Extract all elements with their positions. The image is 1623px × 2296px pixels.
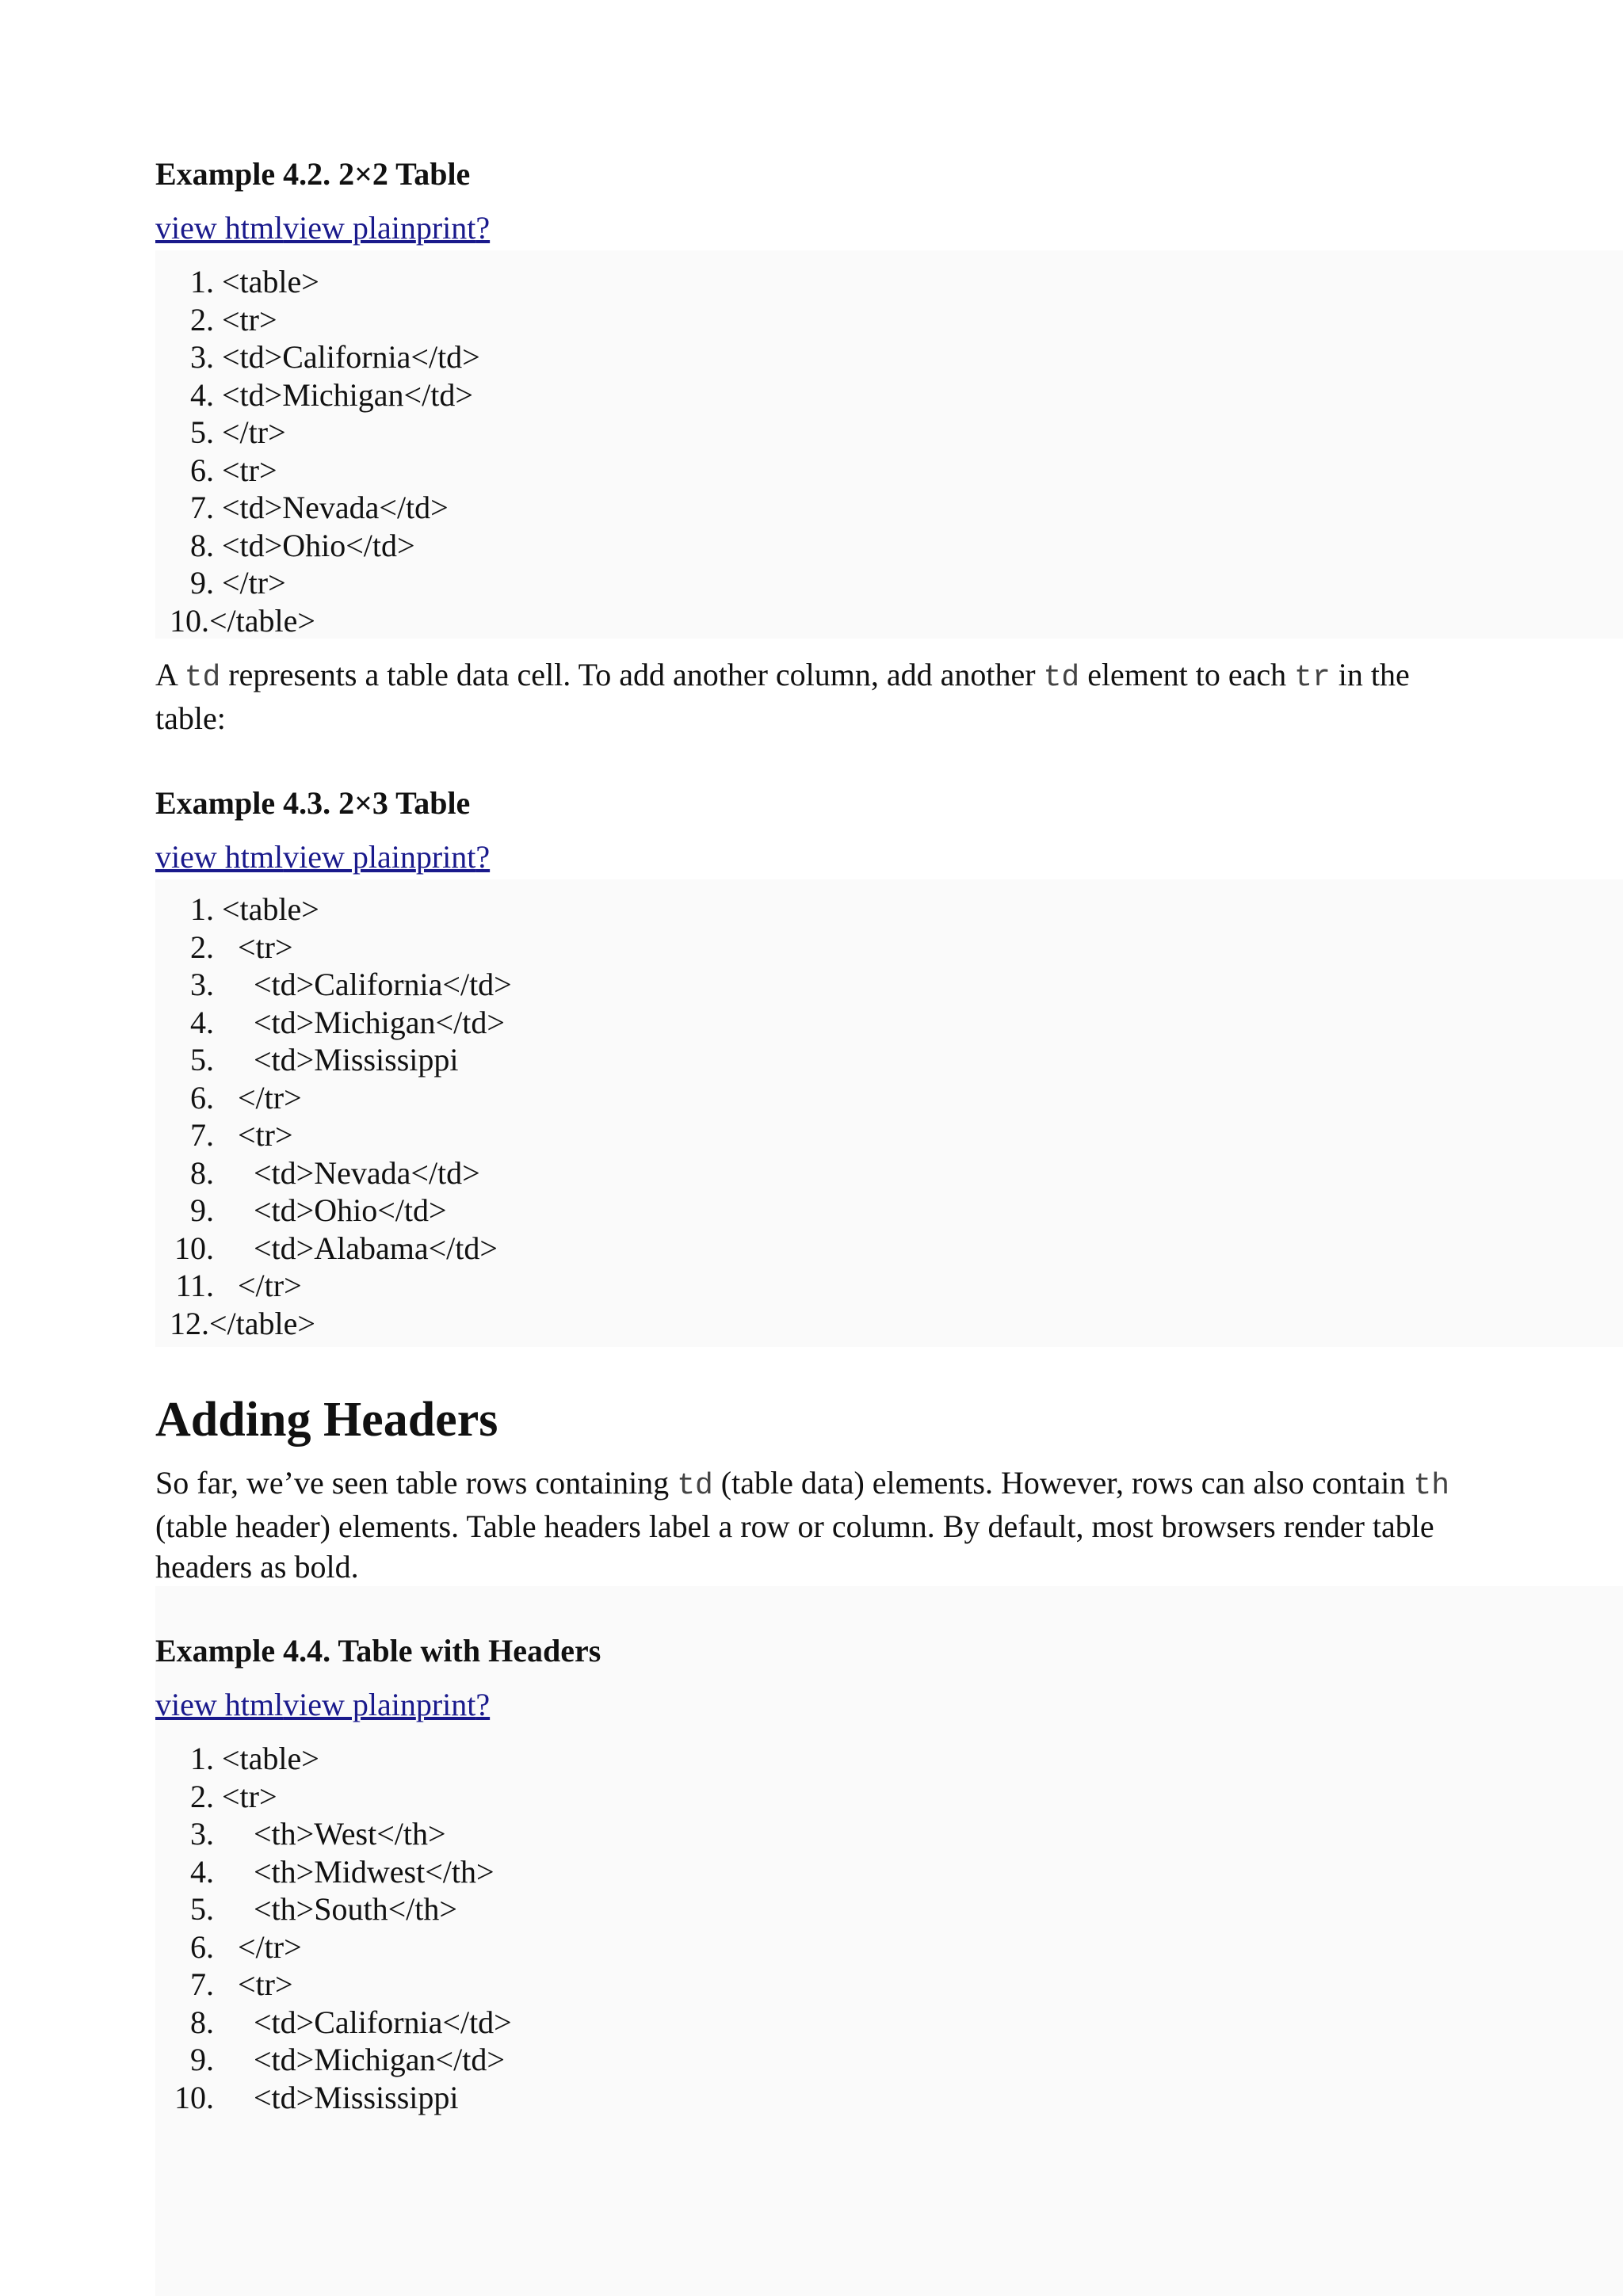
view-html-link[interactable]: view html	[155, 210, 284, 246]
view-plain-link[interactable]: view plain	[283, 210, 416, 246]
line-number: 3.	[190, 967, 214, 1002]
body-paragraph	[155, 654, 1463, 738]
line-number: 7.	[190, 490, 214, 525]
code-text: <table>	[222, 891, 319, 927]
code-line	[155, 1928, 512, 1966]
code-text: <td>Michigan</td>	[222, 376, 473, 413]
code-line	[155, 1853, 512, 1891]
view-plain-link[interactable]: view plain	[283, 839, 416, 875]
code-line	[155, 1778, 512, 1816]
view-html-link[interactable]: view html	[155, 1687, 284, 1722]
inline-code: tr	[1294, 661, 1331, 695]
inline-code: td	[677, 1469, 713, 1503]
code-line	[155, 1267, 512, 1305]
print-link[interactable]: print	[415, 839, 476, 875]
help-link[interactable]: ?	[475, 839, 491, 875]
view-html-link[interactable]: view html	[155, 839, 284, 875]
line-number: 8.	[190, 527, 214, 563]
code-line	[155, 489, 480, 527]
code-line	[155, 2004, 512, 2042]
code-text: <th>Midwest</th>	[222, 1853, 495, 1890]
print-link[interactable]: print	[415, 1687, 476, 1722]
code-line	[155, 1230, 512, 1268]
paragraph-text: in the table:	[155, 657, 1410, 736]
line-number: 1.	[190, 264, 214, 299]
paragraph-text: (table data) elements. However, rows can also contain	[712, 1465, 1414, 1501]
line-number: 1.	[190, 1741, 214, 1776]
line-number: 4.	[190, 376, 214, 413]
code-toolbar	[155, 838, 490, 876]
line-number: 10.	[170, 602, 209, 639]
code-text: <tr>	[222, 452, 277, 488]
code-text: <td>Mississippi	[222, 2079, 459, 2115]
section-heading: Adding Headers	[155, 1393, 498, 1447]
line-number: 5.	[190, 1042, 214, 1077]
code-text: <td>Michigan</td>	[222, 2042, 505, 2077]
code-line	[155, 376, 480, 414]
code-line	[155, 1041, 512, 1079]
paragraph-text: (table header) elements. Table headers label a row or column. By default, most browsers render table headers as bold.	[155, 1508, 1434, 1585]
view-plain-link[interactable]: view plain	[283, 1687, 416, 1722]
paragraph-text: A	[155, 657, 185, 692]
code-text: <td>Mississippi	[222, 1042, 459, 1077]
code-line	[155, 2041, 512, 2079]
code-text: </tr>	[222, 565, 286, 601]
code-text: <td>Michigan</td>	[222, 1004, 505, 1040]
code-text: <tr>	[222, 301, 277, 338]
code-text: <td>California</td>	[222, 967, 512, 1002]
code-toolbar	[155, 1686, 490, 1724]
line-number: 8.	[190, 2004, 214, 2040]
body-paragraph	[155, 1463, 1463, 1587]
code-text: </table>	[209, 602, 315, 639]
code-line	[155, 452, 480, 490]
code-line	[155, 2079, 512, 2117]
line-number: 12.	[170, 1305, 209, 1341]
code-text: <th>West</th>	[222, 1816, 446, 1852]
code-line	[155, 263, 480, 301]
example-title: Example 4.4. Table with Headers	[155, 1633, 601, 1669]
code-listing	[155, 1740, 512, 2116]
line-number: 7.	[190, 1117, 214, 1153]
help-link[interactable]: ?	[475, 1687, 491, 1722]
code-line	[155, 891, 512, 929]
code-line	[155, 929, 512, 967]
line-number: 6.	[190, 1928, 214, 1965]
code-text: <td>Ohio</td>	[222, 1192, 447, 1228]
code-line	[155, 1890, 512, 1928]
line-number: 2.	[190, 929, 214, 965]
line-number: 4.	[190, 1004, 214, 1040]
code-text: </tr>	[222, 1079, 302, 1116]
line-number: 10.	[174, 2079, 214, 2115]
code-text: </tr>	[222, 1268, 302, 1303]
code-text: <td>Nevada</td>	[222, 1154, 480, 1191]
line-number: 6.	[190, 452, 214, 488]
line-number: 6.	[190, 1079, 214, 1116]
line-number: 3.	[190, 1816, 214, 1852]
code-listing	[155, 891, 512, 1342]
code-line	[155, 414, 480, 452]
code-text: </tr>	[222, 414, 286, 450]
code-text: <td>Ohio</td>	[222, 527, 415, 563]
paragraph-text: So far, we’ve seen table rows containing	[155, 1465, 678, 1501]
code-text: <td>Nevada</td>	[222, 490, 449, 525]
code-text: <tr>	[222, 1117, 293, 1153]
code-line	[155, 1305, 512, 1343]
code-line	[155, 966, 512, 1004]
code-line	[155, 301, 480, 339]
line-number: 9.	[190, 565, 214, 601]
code-line	[155, 602, 480, 640]
code-text: <th>South</th>	[222, 1891, 457, 1927]
line-number: 10.	[174, 1230, 214, 1266]
line-number: 5.	[190, 1891, 214, 1927]
code-line	[155, 527, 480, 565]
code-line	[155, 1079, 512, 1117]
paragraph-text: element to each	[1079, 657, 1295, 692]
line-number: 1.	[190, 891, 214, 927]
code-line	[155, 1740, 512, 1778]
line-number: 9.	[190, 1192, 214, 1228]
line-number: 9.	[190, 2042, 214, 2077]
code-listing	[155, 263, 480, 639]
help-link[interactable]: ?	[475, 210, 491, 246]
line-number: 8.	[190, 1154, 214, 1191]
code-text: <td>California</td>	[222, 2004, 512, 2040]
code-toolbar	[155, 209, 490, 247]
code-text: <tr>	[222, 1966, 293, 2002]
code-line	[155, 338, 480, 376]
inline-code: td	[1043, 661, 1080, 695]
inline-code: td	[184, 661, 221, 695]
code-text: <table>	[222, 1741, 319, 1776]
line-number: 5.	[190, 414, 214, 450]
code-text: <tr>	[222, 929, 293, 965]
paragraph-text: represents a table data cell. To add another column, add another	[220, 657, 1044, 692]
line-number: 2.	[190, 301, 214, 338]
code-line	[155, 1154, 512, 1192]
code-text: <td>Alabama</td>	[222, 1230, 498, 1266]
code-text: </tr>	[222, 1928, 302, 1965]
line-number: 7.	[190, 1966, 214, 2002]
code-line	[155, 564, 480, 602]
line-number: 3.	[190, 339, 214, 375]
code-line	[155, 1116, 512, 1154]
example-title: Example 4.3. 2×3 Table	[155, 785, 471, 821]
line-number: 11.	[175, 1268, 214, 1303]
line-number: 2.	[190, 1778, 214, 1814]
code-line	[155, 1192, 512, 1230]
code-text: </table>	[209, 1305, 315, 1341]
code-line	[155, 1966, 512, 2004]
inline-code: th	[1413, 1469, 1450, 1503]
code-text: <table>	[222, 264, 319, 299]
code-line	[155, 1815, 512, 1853]
example-title: Example 4.2. 2×2 Table	[155, 156, 471, 192]
code-line	[155, 1004, 512, 1042]
line-number: 4.	[190, 1853, 214, 1890]
code-text: <td>California</td>	[222, 339, 480, 375]
print-link[interactable]: print	[415, 210, 476, 246]
code-text: <tr>	[222, 1778, 277, 1814]
